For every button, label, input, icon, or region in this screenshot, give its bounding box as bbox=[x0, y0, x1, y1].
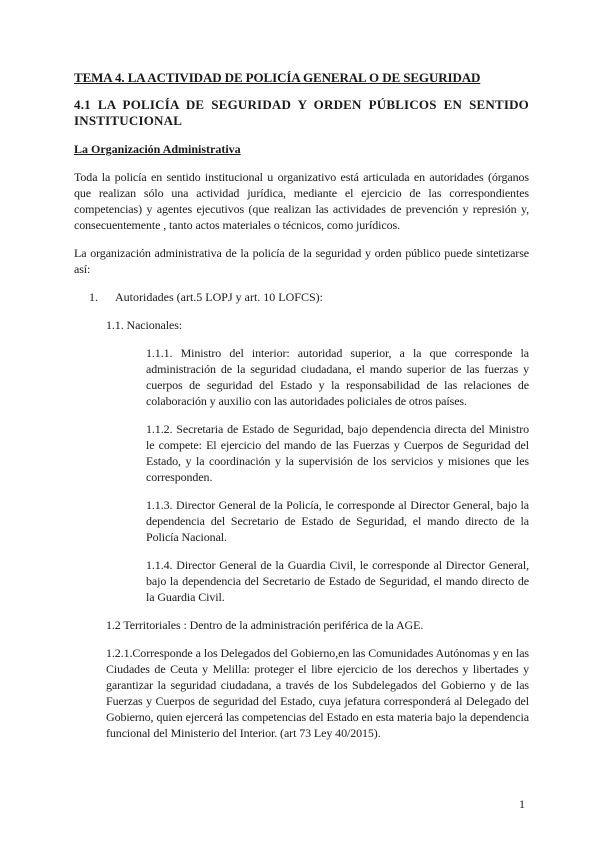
nacionales-item-ministro: 1.1.1. Ministro del interior: autoridad superior, a la que corresponde la administración de la seguridad ciudadana, el mando superior de las fuerzas y cuerpos de seguridad del Estado y la responsabilidad de las relaciones de colaboración y auxilio con las autoridades policiales de otros países. bbox=[146, 346, 529, 408]
page-number: 1 bbox=[519, 797, 525, 811]
document-page bbox=[74, 70, 529, 753]
synthesis-paragraph: La organización administrativa de la policía de la seguridad y orden público puede sintetizarse así: bbox=[74, 246, 529, 276]
nacionales-item-policia: 1.1.3. Director General de la Policía, le corresponde al Director General, bajo la dependencia del Secretario de Estado de Seguridad, el mando directo de la Policía Nacional. bbox=[146, 498, 529, 544]
territoriales-heading: 1.2 Territoriales : Dentro de la administración periférica de la AGE. bbox=[106, 618, 424, 632]
list-item-text: Autoridades (art.5 LOPJ y art. 10 LOFCS): bbox=[115, 290, 323, 304]
nacionales-item-guardia-civil: 1.1.4. Director General de la Guardia Civil, le corresponde al Director General, bajo la dependencia del Secretario de Estado de Seguridad, el mando directo de la Guardia Civil. bbox=[146, 558, 529, 604]
subheading: La Organización Administrativa bbox=[74, 142, 241, 156]
section-heading: 4.1 LA POLICÍA DE SEGURIDAD Y ORDEN PÚBLICOS EN SENTIDO INSTITUCIONAL bbox=[74, 97, 529, 128]
list-item-autoridades bbox=[74, 289, 529, 305]
list-number: 1. bbox=[89, 290, 98, 304]
intro-paragraph: Toda la policía en sentido institucional u organizativo está articulada en autoridades (órganos que realizan sólo una actividad jurídica, mediante el ejercicio de las correspondientes competencias) y agentes ejecutivos (que realizan las actividades de prevención y represión y, consecuentemente , tanto actos materiales o técnicos, como jurídicos. bbox=[74, 170, 529, 232]
document-title: TEMA 4. LA ACTIVIDAD DE POLICÍA GENERAL O DE SEGURIDAD bbox=[74, 70, 481, 85]
nacionales-item-secretaria: 1.1.2. Secretaria de Estado de Seguridad, bajo dependencia directa del Ministro le compete: El ejercicio del mando de las Fuerzas y Cuerpos de Seguridad del Estado, y la coordinación y la supervisión de los servicios y misiones que les corresponden. bbox=[146, 422, 529, 484]
territoriales-paragraph: 1.2.1.Corresponde a los Delegados del Gobierno,en las Comunidades Autónomas y en las Ciudades de Ceuta y Melilla: proteger el libre ejercicio de los derechos y libertades y garantizar la seguridad ciudadana, a través de los Subdelegados del Gobierno y de las Fuerzas y Cuerpos de seguridad del Estado, cuya jefatura corresponderá al Delegado del Gobierno, quien ejercerá las competencias del Estado en esta materia bajo la dependencia funcional del Ministerio del Interior. (art 73 Ley 40/2015). bbox=[106, 646, 529, 740]
nacionales-heading: 1.1. Nacionales: bbox=[106, 318, 183, 332]
